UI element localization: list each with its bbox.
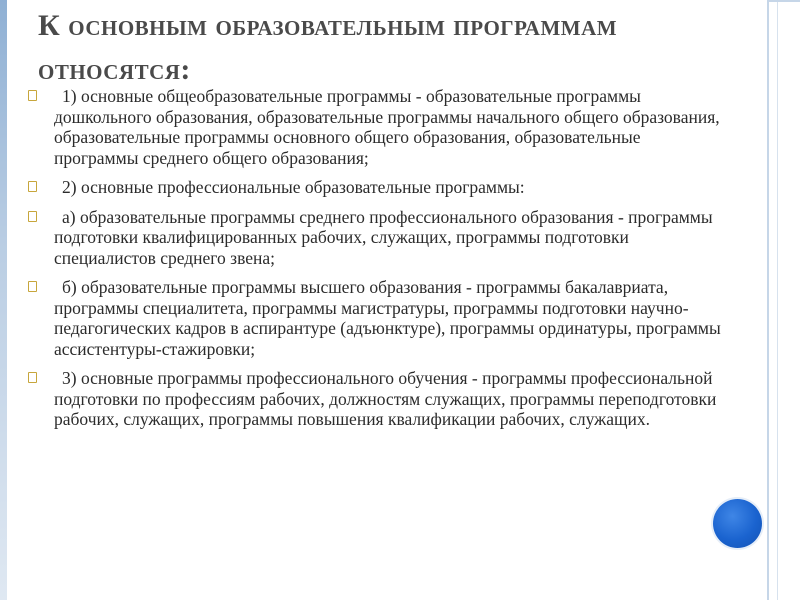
- square-bullet-icon: [28, 281, 37, 292]
- blue-circle-icon: [713, 499, 762, 548]
- list-item: [28, 277, 728, 359]
- list-item-text: а) образовательные программы среднего профессионального образования - программы подготовки квалифицированных рабочих, служащих, программы подготовки специалистов среднего звена;: [54, 206, 713, 268]
- list-item: [28, 86, 728, 168]
- list-item-text: 2) основные профессиональные образовательные программы:: [62, 177, 525, 197]
- list-item: [28, 207, 728, 269]
- list-item: [28, 368, 728, 430]
- list-item-text: б) образовательные программы высшего образования - программы бакалавриата, программы специалитета, программы магистратуры, программы подготовки научно-педагогических кадров в аспирантуре (адъюнктуре), программы ординатуры, программы ассистентуры-стажировки;: [54, 277, 721, 359]
- right-frame-line: [767, 0, 769, 600]
- right-frame-line-inner: [777, 0, 778, 600]
- list-item: [28, 177, 728, 198]
- square-bullet-icon: [28, 211, 37, 222]
- list-item-text: 3) основные программы профессионального обучения - программы профессиональной подготовки по профессиям рабочих, должностям служащих, программы переподготовки рабочих, служащих, программы повышения квалификации рабочих, служащих.: [54, 368, 717, 429]
- square-bullet-icon: [28, 90, 37, 101]
- bullet-list: [28, 86, 728, 439]
- left-decorative-bar: [0, 0, 7, 600]
- square-bullet-icon: [28, 181, 37, 192]
- slide-title: К основным образовательным программам относятся:: [38, 9, 618, 86]
- top-frame-line: [767, 0, 800, 2]
- square-bullet-icon: [28, 372, 37, 383]
- list-item-text: 1) основные общеобразовательные программы - образовательные программы дошкольного образования, образовательные программы начального общего образования, образовательные программы основного общего образования, образовательные программы среднего общего образования;: [54, 86, 720, 168]
